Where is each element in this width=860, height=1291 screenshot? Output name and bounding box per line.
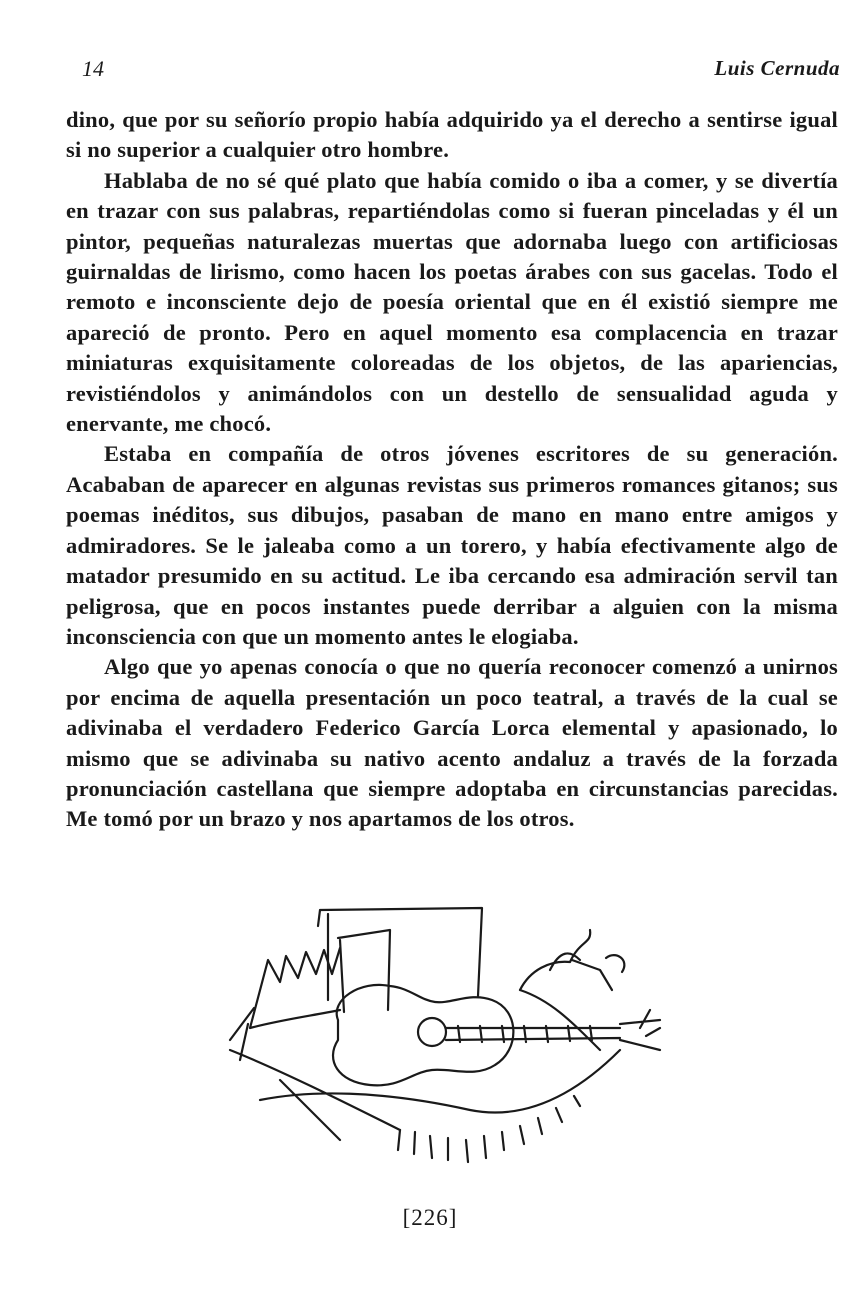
paragraph: Estaba en compañía de otros jóvenes escritores de su generación. Acababan de aparecer en algunas revistas sus primeros romances gitanos; sus poemas inéditos, sus dibujos, pasaban de mano en mano entre amigos y admiradores. Se le jaleaba como a un torero, y había efectivamente algo de matador presumido en su actitud. Le iba cercando esa admiración servil tan peligrosa, que en pocos instantes puede derribar a alguien con la misma inconsciencia con que un momento antes le elogiaba. <box>66 441 838 649</box>
folio-number: [226] <box>402 1205 458 1230</box>
sheet-drawing <box>318 908 482 1012</box>
paragraph: Hablaba de no sé qué plato que había comido o iba a comer, y se divertía en trazar con sus palabras, repartiéndolas como si fueran pinceladas y él un pintor, pequeñas naturalezas muertas que adornaba luego con artificiosas guirnaldas de lirismo, como hacen los poetas árabes con sus gacelas. Todo el remoto e inconsciente dejo de poesía oriental que en él existió siempre me apareció de pronto. Pero en aquel momento esa complacencia en trazar miniaturas exquisitamente coloreadas de los objetos, de las apariencias, revistiéndolos y animándolos con un destello de sensualidad aguda y enervante, me chocó. <box>66 167 838 437</box>
guitar-neck-drawing <box>446 1010 660 1050</box>
paragraph: Algo que yo apenas conocía o que no quería reconocer comenzó a unirnos por encima de aquella presentación un poco teatral, a través de la cual se adivinaba el verdadero Federico García Lorca elemental y apasionado, lo mismo que se adivinaba su nativo acento andaluz a través de la forzada pronunciación castellana que siempre adoptaba en circunstancias parecidas. Me tomó por un brazo y nos apartamos de los otros. <box>66 654 838 832</box>
guitar-soundhole <box>418 1018 446 1046</box>
running-title: Luis Cernuda <box>714 56 840 80</box>
fan-drawing <box>230 948 340 1060</box>
guitar-still-life-drawing <box>220 900 670 1180</box>
page-header <box>66 56 840 86</box>
paragraph: dino, que por su señorío propio había adquirido ya el derecho a sentirse igual si no superior a cualquier otro hombre. <box>66 107 838 163</box>
shawl-drawing <box>230 990 620 1140</box>
guitar-drawing <box>333 985 513 1085</box>
page-number: 14 <box>82 56 104 81</box>
body-text <box>66 105 838 835</box>
fringe-drawing <box>398 1096 580 1162</box>
flowers-drawing <box>520 930 624 990</box>
